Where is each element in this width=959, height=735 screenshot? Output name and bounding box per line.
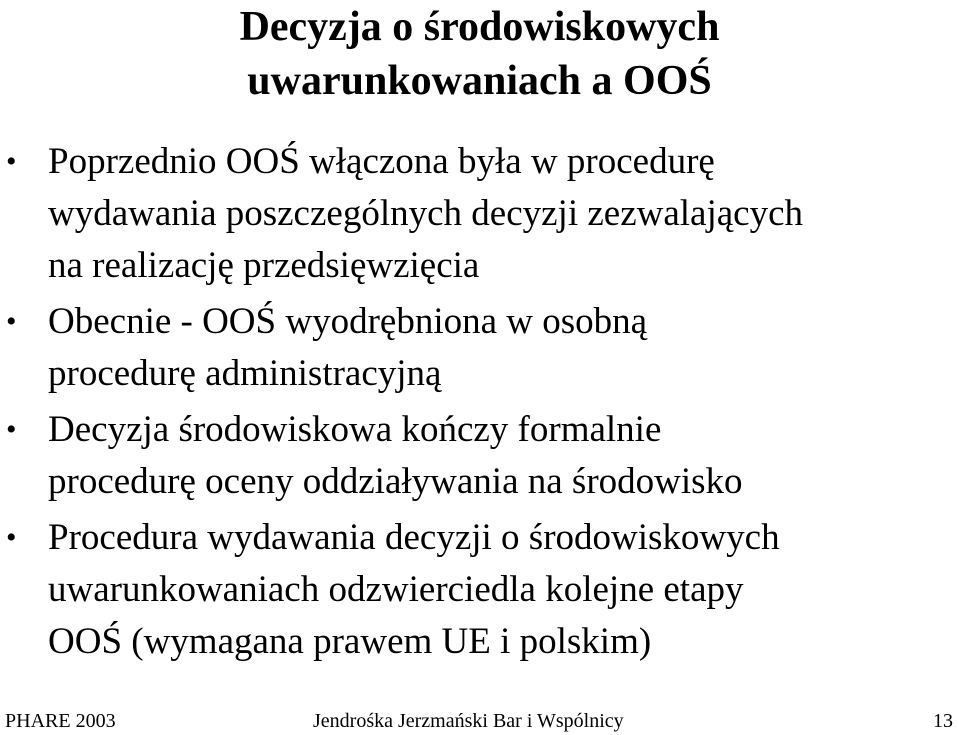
bullet-item-2: [0, 296, 959, 400]
footer-program: PHARE 2003: [5, 710, 116, 732]
bullet-1-line-1: Poprzednio OOŚ włączona była w procedurę: [48, 141, 715, 182]
bullet-4-line-2: uwarunkowaniach odzwierciedla kolejne etapy: [48, 569, 744, 610]
bullet-dot-icon: •: [6, 305, 17, 338]
bullet-dot-icon: •: [6, 521, 17, 554]
bullet-list: [0, 136, 959, 668]
bullet-dot-icon: •: [6, 145, 17, 178]
bullet-3-line-2: procedurę oceny oddziaływania na środowisko: [48, 461, 743, 502]
bullet-item-1: [0, 136, 959, 292]
bullet-1-line-3: na realizację przedsięwzięcia: [48, 245, 480, 286]
slide-title-line-1: Decyzja o środowiskowych: [239, 4, 720, 50]
bullet-item-3: [0, 404, 959, 508]
bullet-2-line-1: Obecnie - OOŚ wyodrębniona w osobną: [48, 301, 648, 342]
slide-title: [0, 0, 959, 108]
slide-title-line-2: uwarunkowaniach a OOŚ: [247, 58, 712, 104]
footer-author: Jendrośka Jerzmański Bar i Wspólnicy: [313, 710, 624, 732]
bullet-3-line-1: Decyzja środowiskowa kończy formalnie: [48, 409, 662, 450]
bullet-1-line-2: wydawania poszczególnych decyzji zezwalających: [48, 193, 804, 234]
bullet-2-line-2: procedurę administracyjną: [48, 353, 442, 394]
bullet-item-4: [0, 512, 959, 668]
slide-footer: [0, 708, 959, 735]
bullet-dot-icon: •: [6, 413, 17, 446]
page-number: 13: [933, 710, 953, 732]
bullet-4-line-3: OOŚ (wymagana prawem UE i polskim): [48, 621, 652, 662]
bullet-4-line-1: Procedura wydawania decyzji o środowiskowych: [48, 517, 780, 558]
